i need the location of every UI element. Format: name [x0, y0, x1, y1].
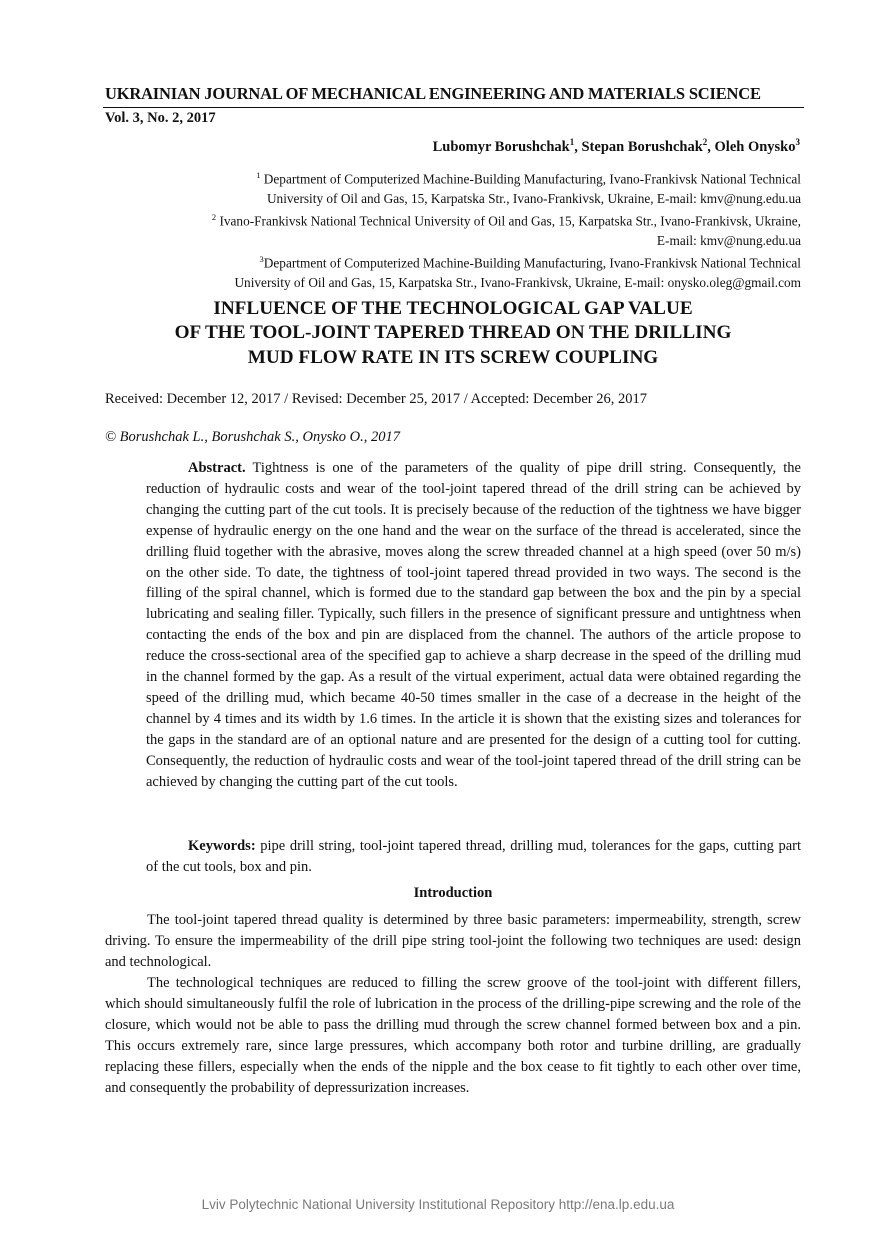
author-affiliation-mark: 2 [702, 137, 708, 147]
affiliation-text: Ivano-Frankivsk National Technical University of Oil and Gas, 15, Karpatska Str., Ivano-Frankivsk, Ukraine, [216, 213, 801, 229]
affiliation-line [120, 250, 801, 273]
author-affiliation-mark: 3 [795, 137, 800, 147]
journal-title: UKRAINIAN JOURNAL OF MECHANICAL ENGINEERING AND MATERIALS SCIENCE [105, 84, 761, 103]
author-name: Lubomyr Borushchak [432, 138, 570, 155]
affiliation-line: University of Oil and Gas, 15, Karpatska Str., Ivano-Frankivsk, Ukraine, E-mail: onysko.oleg@gmail.com [234, 275, 801, 291]
paper-title-line: OF THE TOOL-JOINT TAPERED THREAD ON THE DRILLING [174, 322, 732, 344]
keywords-label: Keywords: [188, 838, 256, 854]
header-divider [103, 107, 804, 108]
author-affiliation-mark: 1 [569, 137, 575, 147]
author-list [433, 137, 800, 156]
affiliation-mark: 1 [256, 170, 261, 180]
section-heading-introduction: Introduction [413, 885, 493, 901]
body-paragraph: The tool-joint tapered thread quality is determined by three basic parameters: impermeability, strength, screw driving. To ensure the impermeability of the drill pipe string tool-joint the following two techniques are used: design and technological. [105, 912, 801, 970]
author-name: Oleh Onysko [714, 138, 796, 155]
paper-title-line: MUD FLOW RATE IN ITS SCREW COUPLING [247, 346, 659, 368]
affiliation-text: Department of Computerized Machine-Building Manufacturing, Ivano-Frankivsk National Technical [260, 171, 801, 187]
repository-footer: Lviv Polytechnic National University Institutional Repository http://ena.lp.edu.ua [201, 1197, 675, 1212]
paper-title-line: INFLUENCE OF THE TECHNOLOGICAL GAP VALUE [213, 298, 693, 319]
abstract-text: Tightness is one of the parameters of the quality of pipe drill string. Consequently, the reduction of hydraulic costs and wear of the tool-joint tapered thread of the drill string can be achieved by changing the cutting part of the cut tools. It is precisely because of the reduction of the tightness we have bigger expense of hydraulic energy on the one hand and the wear on the surface of the thread is accelerated, since the drilling fluid together with the abrasive, moves along the screw threaded channel at a high speed (over 50 m/s) on the other side. To date, the tightness of tool-joint tapered thread provided in two ways. The second is the filling of the spiral channel, which is formed due to the standard gap between the box and the pin by a special lubricating and sealing filler. Typically, such fillers in the presence of significant pressure and untightness when contacting the ends of the box and pin are displaced from the channel. The authors of the article propose to reduce the cross-sectional area of the specified gap to achieve a sharp decrease in the speed of the drilling mud in the channel formed by the gap. As a result of the virtual experiment, actual data were obtained regarding the speed of the drilling mud, which became 40-50 times smaller in the case of a decrease in the height of the channel by 4 times and its width by 1.6 times. In the article it is shown that the existing sizes and tolerances for the gaps in the standard are of an optional nature and are presented for the design of a cutting tool for cutting. Consequently, the reduction of hydraulic costs and wear of the tool-joint tapered thread of the drill string can be achieved by changing the cutting part of the cut tools. [146, 460, 801, 790]
affiliations [120, 166, 801, 293]
abstract [146, 458, 801, 793]
affiliation-mark: 3 [259, 254, 264, 265]
paper-title [100, 297, 806, 370]
author-separator: , [707, 138, 715, 155]
copyright-line: © Borushchak L., Borushchak S., Onysko O., 2017 [105, 429, 400, 445]
volume-issue: Vol. 3, No. 2, 2017 [105, 110, 216, 126]
keywords-text: pipe drill string, tool-joint tapered thread, drilling mud, tolerances for the gaps, cutting part of the cut tools, box and pin. [146, 838, 801, 875]
affiliation-mark: 2 [211, 212, 217, 223]
author-separator: , [574, 138, 582, 155]
affiliation-line: University of Oil and Gas, 15, Karpatska Str., Ivano-Frankivsk, Ukraine, E-mail: kmv@nung.edu.ua [266, 190, 801, 206]
affiliation-line [120, 208, 801, 231]
abstract-label: Abstract. [188, 460, 246, 476]
affiliation-text: Department of Computerized Machine-Building Manufacturing, Ivano-Frankivsk National Technical [263, 255, 801, 271]
affiliation-line: E-mail: kmv@nung.edu.ua [656, 233, 801, 249]
body-paragraph: The technological techniques are reduced to filling the screw groove of the tool-joint with different fillers, which should simultaneously fulfil the role of lubrication in the process of the drilling-pipe screwing and the role of the closure, which would not be able to pass the drilling mud through the screw channel formed between box and a pin. This occurs extremely rare, since large pressures, which accompany both rotor and turbine drilling, are gradually replacing these fillers, especially when the ends of the nipple and the box cease to fit tightly to each other over time, and consequently the probability of depressurization increases. [105, 975, 801, 1096]
keywords [146, 836, 801, 878]
author-name: Stepan Borushchak [581, 138, 703, 155]
affiliation-line [120, 166, 801, 189]
submission-dates: Received: December 12, 2017 / Revised: December 25, 2017 / Accepted: December 26, 2017 [105, 391, 647, 407]
